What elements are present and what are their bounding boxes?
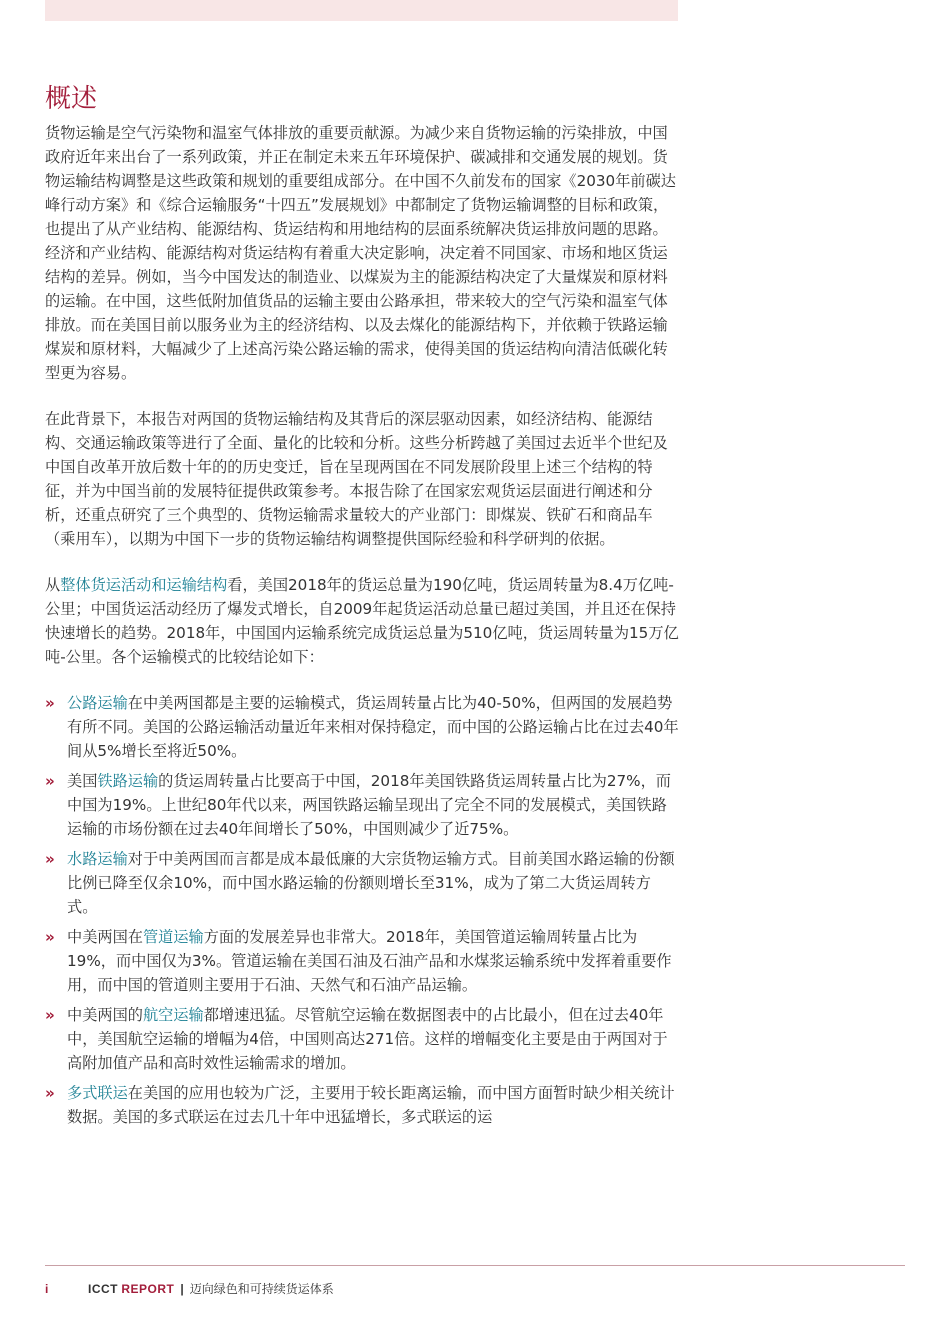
top-callout-box	[45, 0, 678, 21]
bullet-marker: »	[45, 850, 55, 868]
footer-report-label: REPORT	[121, 1282, 175, 1296]
bullet-text-pre: 中美两国在	[67, 928, 143, 946]
intro-prefix: 从	[45, 576, 61, 594]
comparison-list	[45, 691, 679, 1129]
bullet-text-post: 对于中美两国而言都是成本最低廉的大宗货物运输方式。目前美国水路运输的份额比例已降至仅余10%，而中国水路运输的份额则增长至31%，成为了第二大货运周转方式。	[67, 850, 675, 916]
page-number: i	[45, 1282, 49, 1296]
bullet-text-post: 方面的发展差异也非常大。2018年，美国管道运输周转量占比为19%，而中国仅为3%。管道运输在美国石油及石油产品和水煤浆运输系统中发挥着重要作用，而中国的管道则主要用于石油、天然气和石油产品运输。	[67, 928, 672, 994]
bullet-link-road[interactable]: 公路运输	[67, 694, 128, 712]
bullet-text-post: 的货运周转量占比要高于中国，2018年美国铁路货运周转量占比为27%，而中国为19%。上世纪80年代以来，两国铁路运输呈现出了完全不同的发展模式，美国铁路运输的市场份额在过去40年间增长了50%，中国则减少了近75%。	[67, 772, 671, 838]
paragraph-2: 在此背景下，本报告对两国的货物运输结构及其背后的深层驱动因素，如经济结构、能源结构、交通运输政策等进行了全面、量化的比较和分析。这些分析跨越了美国过去近半个世纪及中国自改革开放后数十年的的历史变迁，旨在呈现两国在不同发展阶段里上述三个结构的特征，并为中国当前的发展特征提供政策参考。本报告除了在国家宏观货运层面进行阐述和分析，还重点研究了三个典型的、货物运输需求量较大的产业部门：即煤炭、铁矿石和商品车（乘用车），以期为中国下一步的货物运输结构调整提供国际经验和科学研判的依据。	[45, 410, 668, 548]
bullet-text-post: 都增速迅猛。尽管航空运输在数据图表中的占比最小，但在过去40年中，美国航空运输的增幅为4倍，中国则高达271倍。这样的增幅变化主要是由于两国对于高附加值产品和高时效性运输需求的增加。	[67, 1006, 668, 1072]
paragraph-1: 货物运输是空气污染物和温室气体排放的重要贡献源。为减少来自货物运输的污染排放，中国政府近年来出台了一系列政策，并正在制定未来五年环境保护、碳减排和交通发展的规划。货物运输结构调整是这些政策和规划的重要组成部分。在中国不久前发布的国家《2030年前碳达峰行动方案》和《综合运输服务“十四五”发展规划》中都制定了货物运输调整的目标和政策，也提出了从产业结构、能源结构、货运结构和用地结构的层面系统解决货运排放问题的思路。经济和产业结构、能源结构对货运结构有着重大决定影响，决定着不同国家、市场和地区货运结构的差异。例如，当今中国发达的制造业、以煤炭为主的能源结构决定了大量煤炭和原材料的运输。在中国，这些低附加值货品的运输主要由公路承担，带来较大的空气污染和温室气体排放。而在美国目前以服务业为主的经济结构、以及去煤化的能源结构下，并依赖于铁路运输煤炭和原材料，大幅减少了上述高污染公路运输的需求，使得美国的货运结构向清洁低碳化转型更为容易。	[45, 124, 676, 382]
list-item	[45, 1081, 679, 1129]
bullet-text-pre: 中美两国的	[67, 1006, 143, 1024]
bullet-link-rail[interactable]: 铁路运输	[97, 772, 159, 790]
list-item	[45, 691, 679, 763]
intro-link[interactable]: 整体货运活动和运输结构	[60, 576, 228, 594]
page-footer	[45, 1280, 334, 1297]
bullet-link-air[interactable]: 航空运输	[142, 1006, 204, 1024]
intro-rest: 看，美国2018年的货运总量为190亿吨，货运周转量为8.4万亿吨-公里；中国货运活动经历了爆发式增长，自2009年起货运活动总量已超过美国，并且还在保持快速增长的趋势。2018年，中国国内运输系统完成货运总量为510亿吨，货运周转量为15万亿吨-公里。各个运输模式的比较结论如下：	[45, 576, 679, 666]
bullet-marker: »	[45, 928, 55, 946]
bullet-link-intermodal[interactable]: 多式联运	[67, 1084, 128, 1102]
bullet-marker: »	[45, 772, 55, 790]
list-item	[45, 925, 679, 997]
bullet-marker: »	[45, 1084, 55, 1102]
footer-separator: |	[180, 1282, 184, 1296]
bullet-marker: »	[45, 694, 55, 712]
bullet-text-pre: 美国	[67, 772, 98, 790]
list-item	[45, 1003, 679, 1075]
bullet-link-water[interactable]: 水路运输	[67, 850, 128, 868]
footer-report-title: 迈向绿色和可持续货运体系	[189, 1282, 334, 1296]
list-item	[45, 847, 679, 919]
bullet-text-post: 在中美两国都是主要的运输模式，货运周转量占比为40-50%，但两国的发展趋势有所不同。美国的公路运输活动量近年来相对保持稳定，而中国的公路运输占比在过去40年间从5%增长至将近50%。	[67, 694, 679, 760]
footer-divider	[45, 1265, 905, 1266]
body-column	[45, 121, 679, 1135]
list-item	[45, 769, 679, 841]
section-title: 概述	[45, 84, 98, 114]
footer-org: ICCT	[88, 1282, 118, 1296]
bullet-text-post: 在美国的应用也较为广泛，主要用于较长距离运输，而中国方面暂时缺少相关统计数据。美国的多式联运在过去几十年中迅猛增长，多式联运的运	[67, 1084, 675, 1126]
bullet-marker: »	[45, 1006, 55, 1024]
paragraph-intro	[45, 573, 679, 669]
bullet-link-pipeline[interactable]: 管道运输	[142, 928, 204, 946]
